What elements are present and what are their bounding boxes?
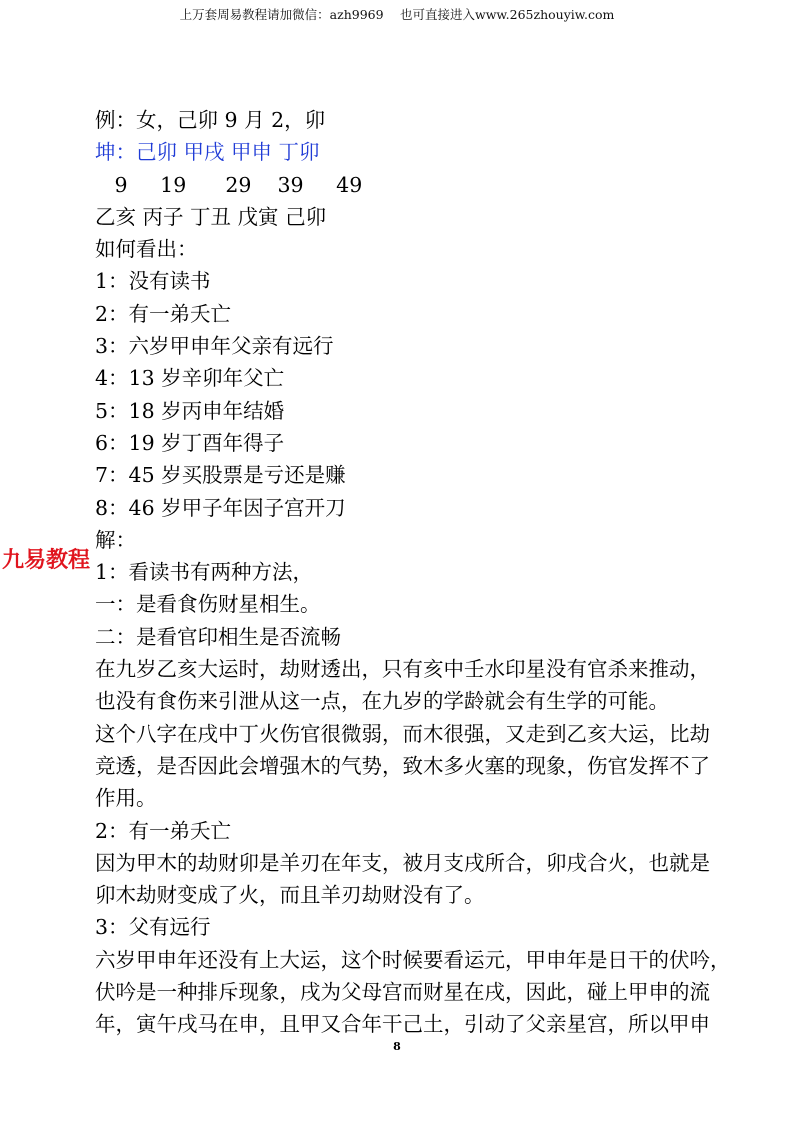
question-item: 8：46 岁甲子年因子宫开刀	[95, 495, 346, 520]
document-body	[95, 104, 745, 1041]
paragraph-line: 竞透，是否因此会增强木的气势，致木多火塞的现象，伤官发挥不了	[95, 753, 710, 778]
paragraph-line: 六岁甲申年还没有上大运，这个时候要看运元，甲申年是日干的伏吟，	[95, 947, 731, 972]
paragraph-line: 年，寅午戌马在申，且甲又合年干己土，引动了父亲星宫，所以甲申	[95, 1012, 710, 1037]
question-item: 2：有一弟夭亡	[95, 301, 232, 326]
watermark-logo: 九易教程	[2, 548, 91, 573]
luck-ages-line: 9 19 29 39 49	[95, 172, 363, 197]
question-item: 5：18 岁丙申年结婚	[95, 398, 285, 423]
example-line: 例：女，己卯 9 月 2，卯	[95, 108, 326, 132]
paragraph-line: 因为甲木的劫财卯是羊刃在年支，被月支戌所合，卯戌合火，也就是	[95, 850, 710, 875]
paragraph	[95, 653, 745, 718]
page-number: 8	[393, 1040, 401, 1053]
question-item: 1：没有读书	[95, 269, 211, 294]
paragraph-line: 作用。	[95, 786, 157, 811]
page-header: 上万套周易教程请加微信：azh9969 也可直接进入www.265zhouyiw.com	[179, 7, 615, 22]
question-item: 6：19 岁丁酉年得子	[95, 430, 285, 455]
chart-pillars-line: 坤：己卯 甲戌 甲申 丁卯	[95, 140, 320, 165]
answer-heading: 解：	[95, 527, 136, 552]
paragraph-line: 在九岁乙亥大运时，劫财透出，只有亥中壬水印星没有官杀来推动，	[95, 657, 710, 682]
paragraph-line: 也没有食伤来引泄从这一点，在九岁的学龄就会有生学的可能。	[95, 689, 669, 714]
question-item: 7：45 岁买股票是亏还是赚	[95, 463, 346, 488]
paragraph-line: 伏吟是一种排斥现象，戌为父母宫而财星在戌，因此，碰上甲申的流	[95, 980, 710, 1005]
paragraph	[95, 847, 745, 912]
section-heading: 1：看读书有两种方法，	[95, 560, 314, 585]
paragraph	[95, 718, 745, 815]
question-item: 3：六岁甲申年父亲有远行	[95, 334, 334, 359]
question-heading: 如何看出：	[95, 237, 198, 262]
method-item: 一：是看食伤财星相生。	[95, 592, 321, 617]
luck-pillars-line: 乙亥 丙子 丁丑 戊寅 己卯	[95, 204, 327, 229]
paragraph	[95, 944, 745, 1041]
paragraph-line: 卯木劫财变成了火，而且羊刃劫财没有了。	[95, 883, 485, 908]
section-heading: 2：有一弟夭亡	[95, 818, 232, 843]
question-item: 4：13 岁辛卯年父亡	[95, 366, 285, 391]
section-heading: 3：父有远行	[95, 915, 211, 940]
paragraph-line: 这个八字在戌中丁火伤官很微弱，而木很强，又走到乙亥大运，比劫	[95, 721, 710, 746]
method-item: 二：是看官印相生是否流畅	[95, 624, 341, 649]
